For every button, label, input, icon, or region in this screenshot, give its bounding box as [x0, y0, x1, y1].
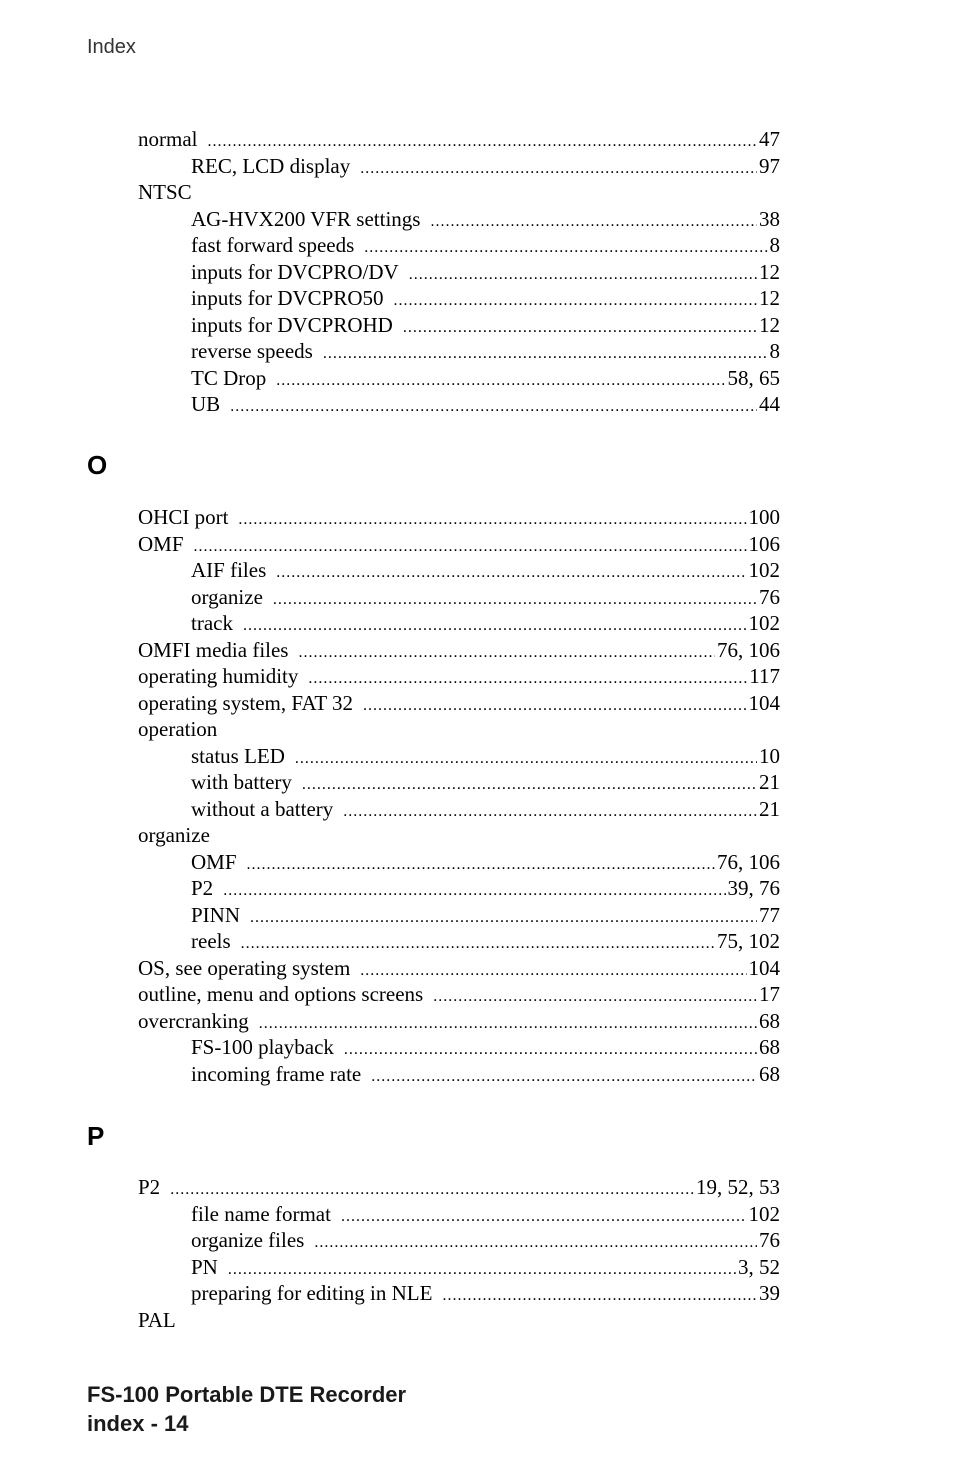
footer-product-title: FS-100 Portable DTE Recorder	[87, 1382, 407, 1407]
index-page-numbers: 68	[759, 1035, 780, 1059]
index-page-numbers: 21	[759, 770, 780, 794]
index-entry	[138, 504, 780, 531]
index-page-numbers: 97	[759, 153, 780, 178]
index-term: AG-HVX200 VFR settings	[191, 206, 421, 231]
index-term: TC Drop	[191, 365, 267, 390]
index-term: organize	[191, 584, 263, 609]
index-page-numbers: 106	[748, 531, 780, 556]
index-page-numbers: 12	[759, 312, 780, 337]
running-header: Index	[87, 36, 136, 58]
dot-leader	[360, 156, 757, 183]
index-entry	[138, 955, 780, 982]
dot-leader	[302, 772, 757, 799]
index-section-o	[138, 504, 780, 1087]
index-page-numbers: 102	[748, 1201, 780, 1226]
index-term: status LED	[191, 743, 285, 768]
index-page-numbers: 58, 65	[727, 365, 780, 390]
index-page-numbers: 38	[759, 206, 780, 231]
index-term: with battery	[191, 770, 292, 794]
index-page-numbers: 12	[759, 259, 780, 284]
footer-page-number: index - 14	[87, 1411, 189, 1436]
index-entry	[138, 1174, 780, 1201]
index-page-numbers: 68	[759, 1061, 780, 1086]
index-term: REC, LCD display	[191, 153, 351, 178]
dot-leader	[343, 799, 757, 826]
index-page-numbers: 8	[769, 233, 780, 257]
index-term: overcranking	[138, 1008, 249, 1033]
index-page-numbers: 104	[748, 955, 780, 980]
section-letter-o: O	[87, 450, 108, 480]
index-term: P2	[191, 876, 214, 900]
index-subentry	[138, 902, 780, 929]
index-term: PINN	[191, 902, 241, 927]
index-subentry	[138, 338, 780, 365]
index-page-numbers: 39, 76	[727, 876, 780, 900]
dot-leader	[430, 209, 757, 236]
index-page-numbers: 12	[759, 286, 780, 310]
dot-leader	[323, 341, 768, 368]
index-term: FS-100 playback	[191, 1035, 334, 1059]
index-entry	[138, 1008, 780, 1035]
index-subentry	[138, 391, 780, 418]
index-term: OS, see operating system	[138, 955, 351, 980]
index-page-numbers: 117	[749, 664, 780, 688]
dot-leader	[371, 1064, 757, 1091]
dot-leader	[341, 1204, 747, 1231]
index-page-numbers: 76	[759, 584, 780, 609]
index-subentry	[138, 928, 780, 955]
index-term: organize files	[191, 1228, 305, 1252]
index-term: AIF files	[191, 558, 267, 582]
dot-leader	[238, 507, 746, 534]
index-subentry	[138, 557, 780, 584]
index-page-numbers: 76, 106	[717, 637, 780, 662]
index-term: operation	[138, 717, 218, 741]
index-term: organize	[138, 823, 210, 847]
dot-leader	[243, 613, 747, 640]
index-term: UB	[191, 392, 221, 416]
index-term: inputs for DVCPRO50	[191, 286, 384, 310]
index-term: P2	[138, 1175, 161, 1199]
index-entry	[138, 1307, 780, 1334]
index-page-numbers: 3, 52	[738, 1254, 780, 1279]
dot-leader	[298, 640, 715, 667]
index-page-numbers: 68	[759, 1008, 780, 1033]
index-subentry	[138, 1201, 780, 1228]
index-term: normal	[138, 127, 198, 151]
index-page-numbers: 17	[759, 982, 780, 1006]
index-term: OMF	[191, 849, 237, 874]
index-page-numbers: 102	[748, 558, 780, 582]
index-entry	[138, 179, 780, 206]
index-subentry	[138, 365, 780, 392]
index-page-numbers: 44	[759, 392, 780, 416]
index-page-numbers: 75, 102	[717, 929, 780, 953]
index-entry	[138, 663, 780, 690]
index-subentry	[138, 153, 780, 180]
page-footer	[87, 1380, 406, 1438]
index-page-numbers: 10	[759, 743, 780, 768]
index-entry	[138, 126, 780, 153]
index-term: inputs for DVCPROHD	[191, 312, 393, 337]
index-term: OMFI media files	[138, 637, 289, 662]
index-term: preparing for editing in NLE	[191, 1281, 433, 1305]
index-page-numbers: 100	[748, 505, 780, 529]
index-term: track	[191, 611, 233, 635]
index-entry	[138, 822, 780, 849]
index-page-numbers: 19, 52, 53	[696, 1175, 780, 1199]
dot-leader	[394, 288, 757, 315]
index-subentry	[138, 610, 780, 637]
dot-leader	[442, 1283, 757, 1310]
index-term: outline, menu and options screens	[138, 982, 424, 1006]
dot-leader	[295, 746, 757, 773]
index-subentry	[138, 259, 780, 286]
index-subentry	[138, 1034, 780, 1061]
index-term: OMF	[138, 531, 184, 556]
dot-leader	[247, 852, 715, 879]
dot-leader	[250, 905, 757, 932]
index-subentry	[138, 1280, 780, 1307]
dot-leader	[363, 693, 746, 720]
dot-leader	[314, 1230, 757, 1257]
index-entry	[138, 637, 780, 664]
section-letter-p: P	[87, 1121, 105, 1151]
index-subentry	[138, 769, 780, 796]
index-term: PN	[191, 1254, 218, 1279]
dot-leader	[364, 235, 767, 262]
index-subentry	[138, 1227, 780, 1254]
index-term: reels	[191, 929, 231, 953]
index-page-numbers: 39	[759, 1281, 780, 1305]
dot-leader	[273, 587, 757, 614]
index-entry	[138, 716, 780, 743]
dot-leader	[230, 394, 757, 421]
index-page-numbers: 76, 106	[717, 849, 780, 874]
index-page-numbers: 8	[769, 339, 780, 363]
index-subentry	[138, 1254, 780, 1281]
index-term: reverse speeds	[191, 339, 313, 363]
index-subentry	[138, 584, 780, 611]
index-page-numbers: 21	[759, 796, 780, 821]
index-term: operating system, FAT 32	[138, 690, 354, 715]
index-subentry	[138, 849, 780, 876]
index-term: PAL	[138, 1307, 176, 1332]
index-term: operating humidity	[138, 664, 299, 688]
index-subentry	[138, 875, 780, 902]
index-subentry	[138, 1061, 780, 1088]
dot-leader	[409, 262, 757, 289]
dot-leader	[308, 666, 747, 693]
index-page-numbers: 102	[748, 611, 780, 635]
index-subentry	[138, 232, 780, 259]
index-page-numbers: 76	[759, 1228, 780, 1252]
dot-leader	[403, 315, 757, 342]
index-entry	[138, 690, 780, 717]
index-page-numbers: 47	[759, 127, 780, 151]
index-subentry	[138, 206, 780, 233]
index-entry	[138, 981, 780, 1008]
index-term: OHCI port	[138, 505, 229, 529]
index-subentry	[138, 285, 780, 312]
index-term: incoming frame rate	[191, 1061, 362, 1086]
dot-leader	[194, 534, 747, 561]
index-subentry	[138, 743, 780, 770]
dot-leader	[223, 878, 725, 905]
dot-leader	[433, 984, 757, 1011]
index-subentry	[138, 312, 780, 339]
index-term: fast forward speeds	[191, 233, 355, 257]
index-section-p	[138, 1174, 780, 1333]
index-page-numbers: 77	[759, 902, 780, 927]
index-entry	[138, 531, 780, 558]
dot-leader	[276, 560, 746, 587]
dot-leader	[276, 368, 725, 395]
index-term: without a battery	[191, 796, 334, 821]
index-term: NTSC	[138, 180, 192, 204]
index-page-numbers: 104	[748, 690, 780, 715]
index-subentry	[138, 796, 780, 823]
dot-leader	[344, 1037, 757, 1064]
index-section-n-continued	[138, 126, 780, 418]
index-term: inputs for DVCPRO/DV	[191, 259, 399, 284]
index-term: file name format	[191, 1201, 331, 1226]
